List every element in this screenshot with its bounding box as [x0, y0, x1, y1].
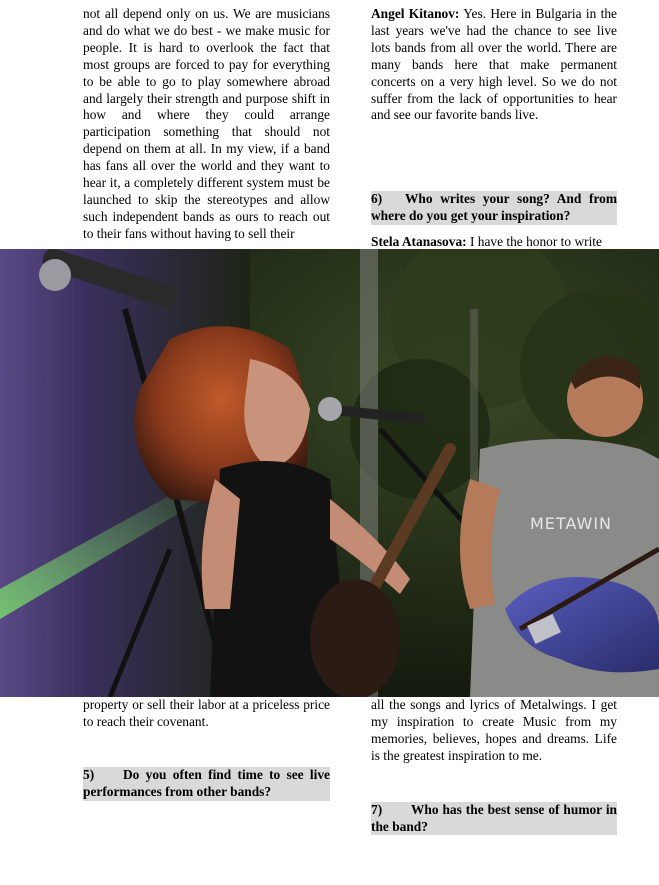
shirt-lettering: METAWIN [530, 514, 613, 533]
question-number: 7) [371, 801, 383, 817]
question-text: Who writes your song? And from where do you get your inspiration? [371, 191, 617, 224]
question-text: Who has the best sense of humor in the band? [371, 801, 617, 834]
question-heading [83, 767, 330, 801]
speaker-name: Stela Atanasova: [371, 234, 467, 250]
left-column-bottom [83, 697, 330, 801]
question-text: Do you often find time to see live performances from other bands? [83, 766, 330, 799]
band-photo [0, 249, 659, 697]
answer-paragraph [371, 6, 617, 124]
answer-text: I have the honor to write [466, 234, 602, 250]
answer-text: Yes. Here in Bulgaria in the last years we've had the chance to see live lots bands from all over the world. There are many bands here that make permanent concerts on a very high level. So we do not suffer from the lack of opportunities to hear and see our favorite bands live. [371, 6, 617, 123]
body-paragraph: not all depend only on us. We are musicians and do what we do best - we make music for people. It is hard to overlook the fact that most groups are forced to pay for everything to be able to go to play somewhere abroad and largely their strength and purpose shift in how and where they could arrange participation something that should not depend on them at all. In my view, if a band has fans all over the world and they want to hear it, a completely different system must be launched to skip the stereotypes and allow such independent bands as ours to reach out to their fans without having to sell their [83, 6, 330, 241]
right-column-top [371, 6, 617, 251]
question-heading [371, 802, 617, 836]
speaker-name: Angel Kitanov: [371, 6, 460, 21]
right-column-bottom [371, 697, 617, 835]
left-column-top [83, 6, 330, 243]
body-paragraph: property or sell their labor at a priceless price to reach their covenant. [83, 697, 330, 729]
question-number: 5) [83, 766, 95, 782]
question-number: 6) [371, 191, 383, 207]
body-paragraph: all the songs and lyrics of Metalwings. I get my inspiration to create Music from my memories, believes, hopes and dreams. Life is the greatest inspiration to me. [371, 697, 617, 763]
question-heading [371, 191, 617, 225]
